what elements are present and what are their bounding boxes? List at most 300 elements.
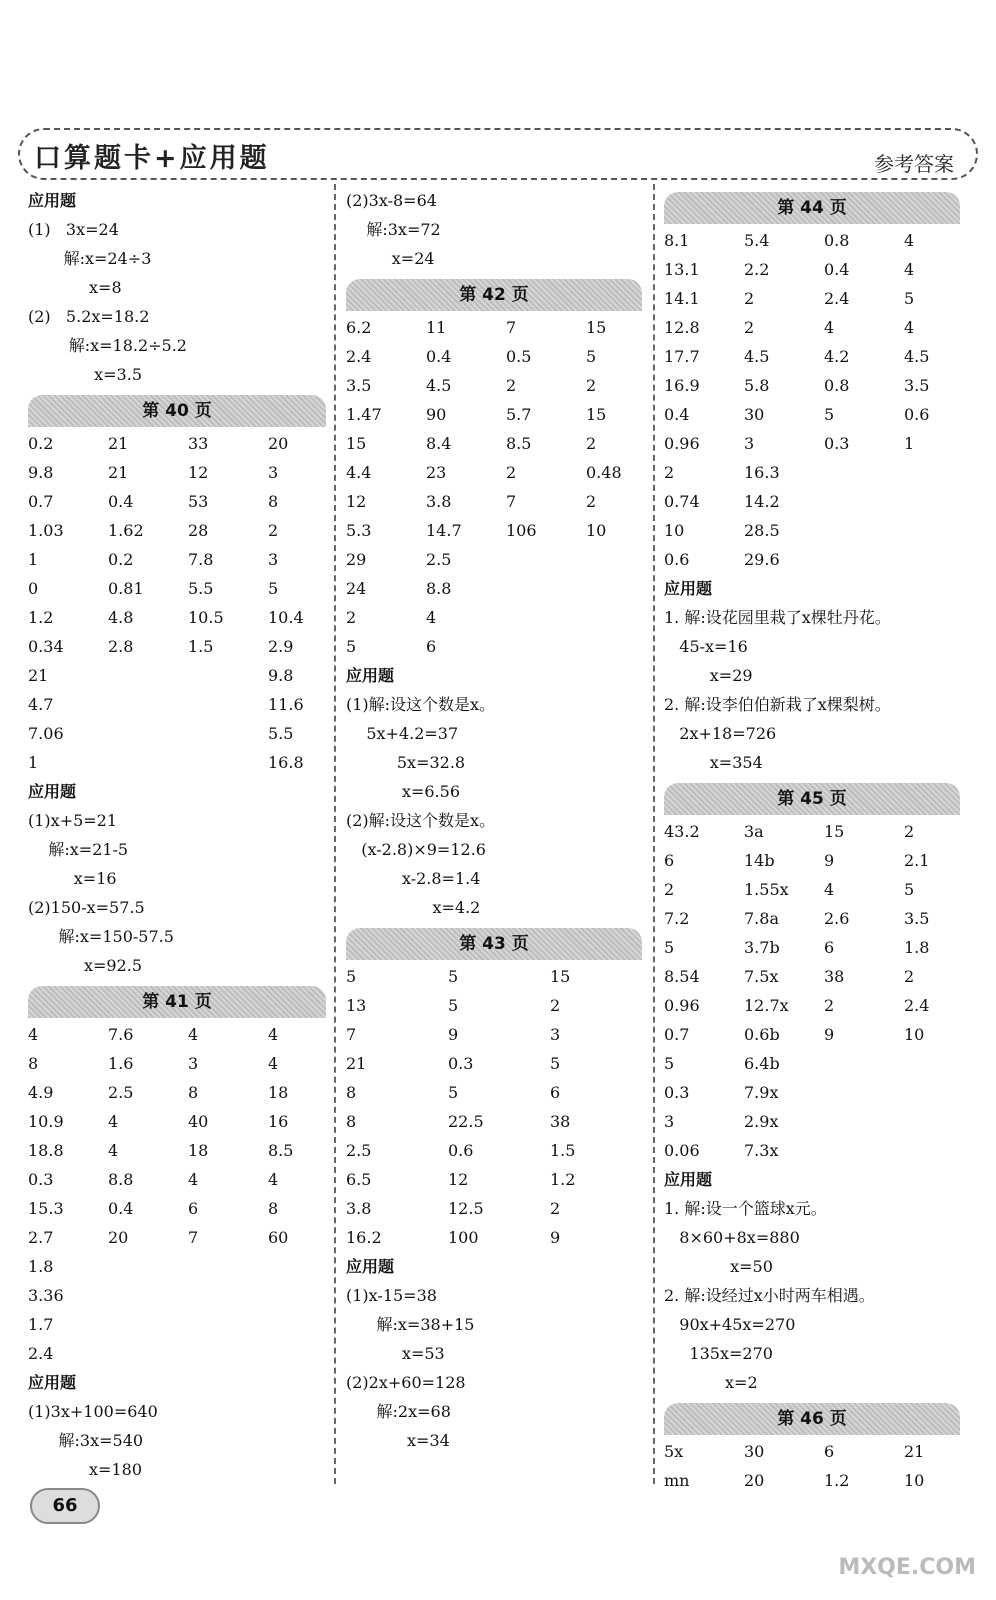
answer-cell: 2 [550, 1199, 561, 1218]
answer-cell: 0.6b [744, 1025, 780, 1044]
answer-row [346, 516, 642, 545]
answer-row [664, 1049, 960, 1078]
answer-cell: 8 [188, 1083, 199, 1102]
page-section-header: 第 46 页 [664, 1403, 960, 1435]
solution-line: 解:3x=540 [28, 1431, 144, 1450]
answer-cell: 13.1 [664, 260, 700, 279]
page-section-header: 第 43 页 [346, 928, 642, 960]
answer-cell: 2.4 [904, 996, 930, 1015]
answer-cell: 100 [448, 1228, 479, 1247]
answer-cell [586, 574, 642, 603]
answer-row [28, 1194, 326, 1223]
answer-cell: 4 [268, 1025, 279, 1044]
answer-column-3 [664, 186, 960, 1495]
answer-cell: 20 [268, 434, 289, 453]
answer-cell [586, 545, 642, 574]
answer-cell: 20 [744, 1471, 765, 1490]
answer-cell: 0.4 [108, 492, 134, 511]
answer-cell: 3 [744, 434, 755, 453]
answer-row [664, 904, 960, 933]
answer-cell: 1 [28, 753, 39, 772]
section-heading: 应用题 [664, 579, 713, 598]
answer-cell: 9 [824, 1025, 835, 1044]
answer-cell: 2 [744, 289, 755, 308]
answer-cell: 4 [824, 880, 835, 899]
answer-row [664, 313, 960, 342]
answer-cell: 15 [550, 967, 571, 986]
answer-cell: 2 [664, 463, 675, 482]
page-section-header: 第 45 页 [664, 783, 960, 815]
answer-cell: 9.8 [28, 463, 54, 482]
answer-cell: 7.6 [108, 1025, 134, 1044]
answer-cell: 1 [904, 434, 915, 453]
answer-row [346, 1078, 642, 1107]
answer-cell [188, 690, 268, 719]
column-divider [653, 184, 655, 1484]
answer-cell: 5.5 [188, 579, 214, 598]
answer-row [664, 371, 960, 400]
answer-cell: 4 [904, 231, 915, 250]
answer-cell: 14.7 [426, 521, 462, 540]
answer-cell [108, 1310, 188, 1339]
answer-cell: 15 [346, 434, 367, 453]
solution-line: (2)150-x=57.5 [28, 898, 145, 917]
answer-cell [904, 1136, 960, 1165]
answer-cell: 4.5 [904, 347, 930, 366]
answer-cell: 8 [346, 1112, 357, 1131]
answer-cell: 2 [904, 822, 915, 841]
answer-row [28, 458, 326, 487]
answer-cell: 1.03 [28, 521, 64, 540]
answer-cell: 0.96 [664, 434, 700, 453]
answer-cell: 30 [744, 1442, 765, 1461]
answer-cell: 13 [346, 996, 367, 1015]
answer-row [28, 1252, 326, 1281]
answer-cell: 4 [188, 1170, 199, 1189]
answer-row [346, 574, 642, 603]
answer-row [346, 1020, 642, 1049]
answer-row [346, 487, 642, 516]
answer-row [28, 1049, 326, 1078]
answer-row [664, 1020, 960, 1049]
answer-cell [824, 458, 904, 487]
answer-cell: 4 [28, 1025, 39, 1044]
answer-row [28, 632, 326, 661]
answer-cell: 1.8 [904, 938, 930, 957]
answer-cell: 0.34 [28, 637, 64, 656]
solution-line: 45-x=16 [664, 637, 748, 656]
answer-cell: 10 [904, 1025, 925, 1044]
answer-cell [586, 603, 642, 632]
answer-cell: 10.5 [188, 608, 224, 627]
answer-cell: 38 [824, 967, 845, 986]
answer-cell: 15.3 [28, 1199, 64, 1218]
solution-line: (1) 3x=24 [28, 220, 119, 239]
answer-cell: 29 [346, 550, 367, 569]
answer-cell: 1.62 [108, 521, 144, 540]
answer-cell: 5 [550, 1054, 561, 1073]
solution-line: x=24 [346, 249, 435, 268]
answer-cell: 6 [824, 938, 835, 957]
answers-label: 参考答案 [874, 152, 954, 176]
answer-cell: 8.4 [426, 434, 452, 453]
answer-cell: 4 [904, 260, 915, 279]
answer-cell: 2.9 [268, 637, 294, 656]
answer-cell: 4 [108, 1141, 119, 1160]
solution-line: x=29 [664, 666, 753, 685]
answer-cell: 8 [268, 1199, 279, 1218]
solution-line: x=50 [664, 1257, 773, 1276]
answer-cell: 1.5 [188, 637, 214, 656]
answer-cell: 30 [744, 405, 765, 424]
answer-cell [188, 748, 268, 777]
answer-cell: 5 [904, 289, 915, 308]
answer-cell: 0.6 [448, 1141, 474, 1160]
answer-cell: 2 [586, 492, 597, 511]
solution-line: 解:x=38+15 [346, 1315, 475, 1334]
answer-cell [188, 1281, 268, 1310]
page-section-header: 第 40 页 [28, 395, 326, 427]
answer-row [28, 516, 326, 545]
answer-cell: 0.6 [904, 405, 930, 424]
answer-cell: 1.2 [28, 608, 54, 627]
answer-cell: 106 [506, 521, 537, 540]
answer-cell: 5 [586, 347, 597, 366]
answer-row [346, 603, 642, 632]
answer-cell: 6 [188, 1199, 199, 1218]
answer-row [28, 748, 326, 777]
answer-row [664, 458, 960, 487]
answer-row [664, 1466, 960, 1495]
answer-row [28, 603, 326, 632]
answer-row [346, 1223, 642, 1252]
answer-row [664, 255, 960, 284]
answer-cell: 3 [268, 550, 279, 569]
answer-cell [188, 1339, 268, 1368]
answer-cell: 7.8 [188, 550, 214, 569]
answer-row [346, 1136, 642, 1165]
answer-cell: 4.8 [108, 608, 134, 627]
answer-cell: 29.6 [744, 550, 780, 569]
solution-line: 解:x=150-57.5 [28, 927, 174, 946]
solution-line: 解:x=18.2÷5.2 [28, 336, 187, 355]
answer-cell: 1.2 [824, 1471, 850, 1490]
answer-cell: 7.8a [744, 909, 779, 928]
solution-line: 解:3x=72 [346, 220, 441, 239]
solution-line: x-2.8=1.4 [346, 869, 481, 888]
answer-cell: 0.2 [108, 550, 134, 569]
answer-cell: 4 [904, 318, 915, 337]
answer-cell [188, 1252, 268, 1281]
answer-cell: 2.5 [108, 1083, 134, 1102]
answer-cell: 8 [28, 1054, 39, 1073]
answer-row [28, 1223, 326, 1252]
answer-cell: 11 [426, 318, 447, 337]
answer-cell: 12 [188, 463, 209, 482]
answer-cell: 7.3x [744, 1141, 779, 1160]
answer-cell: 12.8 [664, 318, 700, 337]
answer-cell [824, 1107, 904, 1136]
answer-cell: 0.4 [108, 1199, 134, 1218]
page-section-header: 第 44 页 [664, 192, 960, 224]
answer-cell [268, 1339, 324, 1368]
answer-cell: 2 [506, 376, 517, 395]
answer-cell: 7.5x [744, 967, 779, 986]
answer-row [664, 1136, 960, 1165]
answer-row [28, 1136, 326, 1165]
answer-cell: 6 [550, 1083, 561, 1102]
answer-cell: 5 [904, 880, 915, 899]
answer-cell: 16.9 [664, 376, 700, 395]
solution-line: x=53 [346, 1344, 445, 1363]
solution-line: 1. 解:设花园里栽了x棵牡丹花。 [664, 608, 891, 627]
answer-cell: 1.55x [744, 880, 789, 899]
answer-cell: 8.8 [108, 1170, 134, 1189]
answer-cell: 8 [268, 492, 279, 511]
answer-cell: 3.5 [346, 376, 372, 395]
answer-cell [824, 487, 904, 516]
answer-row [346, 1107, 642, 1136]
answer-row [664, 400, 960, 429]
answer-cell: 3 [664, 1112, 675, 1131]
answer-cell: 5.4 [744, 231, 770, 250]
answer-row [664, 875, 960, 904]
answer-cell: 4.2 [824, 347, 850, 366]
answer-cell: 40 [188, 1112, 209, 1131]
answer-cell: 24 [346, 579, 367, 598]
answer-cell: 22.5 [448, 1112, 484, 1131]
answer-row [664, 1107, 960, 1136]
answer-cell: 5 [268, 579, 279, 598]
section-heading: 应用题 [346, 666, 395, 685]
answer-row [28, 661, 326, 690]
solution-line: 2. 解:设李伯伯新栽了x棵梨树。 [664, 695, 891, 714]
answer-cell [188, 661, 268, 690]
answer-cell: 5 [448, 967, 459, 986]
answer-cell: 16.8 [268, 753, 304, 772]
answer-cell [506, 574, 586, 603]
answer-cell: 7 [506, 318, 517, 337]
column-divider [334, 184, 336, 1484]
answer-cell: 3.5 [904, 376, 930, 395]
watermark: MXQE.COM [838, 1555, 976, 1580]
answer-cell [824, 516, 904, 545]
answer-cell: 16.2 [346, 1228, 382, 1247]
answer-row [346, 962, 642, 991]
answer-cell: 8.5 [506, 434, 532, 453]
answer-cell: 4 [188, 1025, 199, 1044]
answer-row [28, 719, 326, 748]
answer-cell: 4 [426, 608, 437, 627]
answer-cell: 10 [664, 521, 685, 540]
answer-cell: 3a [744, 822, 764, 841]
answer-cell: 3.5 [904, 909, 930, 928]
solution-line: 解:x=21-5 [28, 840, 129, 859]
answer-cell: 1.8 [28, 1257, 54, 1276]
answer-cell: 3.36 [28, 1286, 64, 1305]
answer-cell: 7.06 [28, 724, 64, 743]
solution-line: (2)3x-8=64 [346, 191, 437, 210]
answer-cell: 4.9 [28, 1083, 54, 1102]
answer-cell: 2 [586, 434, 597, 453]
answer-cell: 4.5 [744, 347, 770, 366]
answer-cell: 38 [550, 1112, 571, 1131]
answer-cell: 20 [108, 1228, 129, 1247]
answer-cell: 21 [904, 1442, 925, 1461]
answer-cell: 5.5 [268, 724, 294, 743]
answer-cell [904, 1107, 960, 1136]
answer-cell: 0.4 [824, 260, 850, 279]
answer-cell [188, 1310, 268, 1339]
answer-cell [506, 632, 586, 661]
answer-cell: 5 [664, 1054, 675, 1073]
answer-cell: 6 [426, 637, 437, 656]
answer-row [28, 545, 326, 574]
answer-row [346, 371, 642, 400]
section-heading: 应用题 [346, 1257, 395, 1276]
answer-row [346, 458, 642, 487]
answer-cell: 0 [28, 579, 39, 598]
answer-cell [506, 603, 586, 632]
page-number: 66 [30, 1488, 100, 1524]
answer-cell: 0.96 [664, 996, 700, 1015]
answer-row [28, 429, 326, 458]
answer-column-2 [346, 186, 642, 1455]
answer-cell: 16.3 [744, 463, 780, 482]
answer-cell: 1.5 [550, 1141, 576, 1160]
solution-line: (2)解:设这个数是x。 [346, 811, 496, 830]
solution-line: x=3.5 [28, 365, 142, 384]
answer-cell [586, 632, 642, 661]
answer-cell: 8.8 [426, 579, 452, 598]
answer-cell: 0.5 [506, 347, 532, 366]
answer-cell: 2.5 [426, 550, 452, 569]
answer-row [28, 487, 326, 516]
answer-cell: 6.5 [346, 1170, 372, 1189]
answer-row [346, 1049, 642, 1078]
answer-cell: 9 [824, 851, 835, 870]
answer-cell: 9 [550, 1228, 561, 1247]
solution-line: x=16 [28, 869, 117, 888]
answer-row [664, 487, 960, 516]
answer-cell: 10 [586, 521, 607, 540]
answer-cell: 1.6 [108, 1054, 134, 1073]
answer-cell: 17.7 [664, 347, 700, 366]
answer-cell: 2 [744, 318, 755, 337]
answer-cell: 10.4 [268, 608, 304, 627]
answer-cell [824, 1049, 904, 1078]
solution-line: x=354 [664, 753, 763, 772]
answer-column-1 [28, 186, 326, 1484]
answer-cell: 16 [268, 1112, 289, 1131]
answer-row [346, 1165, 642, 1194]
solution-line: 90x+45x=270 [664, 1315, 796, 1334]
answer-cell: 0.8 [824, 231, 850, 250]
answer-cell: 4 [824, 318, 835, 337]
solution-line: x=8 [28, 278, 122, 297]
answer-cell: 11.6 [268, 695, 304, 714]
answer-cell: 8 [346, 1083, 357, 1102]
answer-cell: 4 [268, 1054, 279, 1073]
answer-cell: 8.54 [664, 967, 700, 986]
answer-cell: 2.8 [108, 637, 134, 656]
answer-row [664, 342, 960, 371]
answer-cell: 5 [346, 967, 357, 986]
answer-cell: 12 [346, 492, 367, 511]
answer-cell: 4 [268, 1170, 279, 1189]
solution-line: 8×60+8x=880 [664, 1228, 800, 1247]
answer-cell: 2 [664, 880, 675, 899]
answer-cell: 6.4b [744, 1054, 780, 1073]
answer-cell: 43.2 [664, 822, 700, 841]
answer-row [664, 1078, 960, 1107]
answer-cell: 4.4 [346, 463, 372, 482]
answer-cell [904, 458, 960, 487]
answer-cell [188, 719, 268, 748]
answer-cell: 0.48 [586, 463, 622, 482]
answer-row [346, 429, 642, 458]
answer-cell: 9.8 [268, 666, 294, 685]
answer-cell: 0.2 [28, 434, 54, 453]
answer-cell: 2.5 [346, 1141, 372, 1160]
answer-cell: 2 [550, 996, 561, 1015]
answer-cell: 5 [664, 938, 675, 957]
answer-cell: 0.6 [664, 550, 690, 569]
solution-line: (1)解:设这个数是x。 [346, 695, 496, 714]
answer-cell: 0.7 [664, 1025, 690, 1044]
solution-line: 解:2x=68 [346, 1402, 451, 1421]
answer-cell [904, 1078, 960, 1107]
page-section-header: 第 42 页 [346, 279, 642, 311]
solution-line: 1. 解:设一个篮球x元。 [664, 1199, 827, 1218]
answer-cell: 2.9x [744, 1112, 779, 1131]
section-heading: 应用题 [664, 1170, 713, 1189]
answer-cell: 0.3 [664, 1083, 690, 1102]
answer-cell: 1.2 [550, 1170, 576, 1189]
answer-cell: 0.7 [28, 492, 54, 511]
answer-cell: 5x [664, 1442, 684, 1461]
answer-cell: 23 [426, 463, 447, 482]
answer-cell: 2 [824, 996, 835, 1015]
answer-cell [108, 1281, 188, 1310]
solution-line: 5x+4.2=37 [346, 724, 459, 743]
answer-cell: 4.7 [28, 695, 54, 714]
answer-cell: 2.4 [28, 1344, 54, 1363]
answer-cell: 2 [346, 608, 357, 627]
answer-cell: 60 [268, 1228, 289, 1247]
answer-cell: 18 [268, 1083, 289, 1102]
answer-cell: 10 [904, 1471, 925, 1490]
answer-cell: 0.3 [824, 434, 850, 453]
answer-cell: 12.5 [448, 1199, 484, 1218]
answer-row [664, 817, 960, 846]
answer-cell: 9 [448, 1025, 459, 1044]
answer-row [346, 313, 642, 342]
solution-line: x=92.5 [28, 956, 142, 975]
answer-row [664, 1437, 960, 1466]
answer-cell: 18.8 [28, 1141, 64, 1160]
answer-cell: 6 [824, 1442, 835, 1461]
answer-cell: 5.7 [506, 405, 532, 424]
answer-cell: 2 [506, 463, 517, 482]
answer-cell: 21 [108, 463, 129, 482]
answer-cell: 5 [448, 996, 459, 1015]
answer-cell [904, 487, 960, 516]
answer-cell [904, 545, 960, 574]
answer-cell: 10.9 [28, 1112, 64, 1131]
answer-cell: 5 [448, 1083, 459, 1102]
answer-row [28, 1107, 326, 1136]
